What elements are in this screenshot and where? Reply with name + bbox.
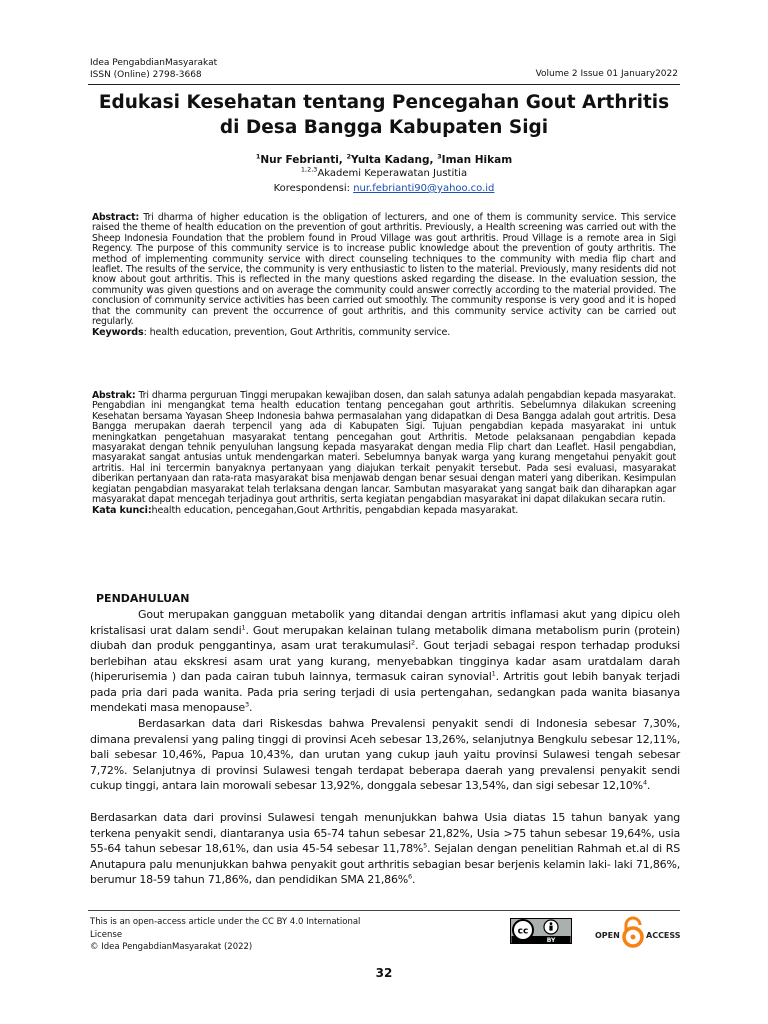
abstract-id-body (92, 391, 676, 505)
svg-text:cc: cc (517, 926, 529, 937)
abstract-id-text: Tri dharma perguruan Tinggi merupakan kewajiban dosen, dan salah satunya adalah pengabdian kepada masyarakat. Pengabdian ini mengangkat tema health education tentang pencegahan gout arthritis. Sebelumnya dilakukan screening Kesehatan bersama Yayasan Sheep Indonesia bahwa permasalahan yang didapatkan di Desa Bangga adalah gout artritis. Desa Bangga merupakan daerah terpencil yang ada di Kabupaten Sigi. Tujuan pengabdian kepada masyarakat ini untuk meningkatkan pengetahuan masyarakat tentang pencegahan gout Arthritis. Metode pelaksanaan pengabdian kepada masyarakat dengan tehnik penyuluhan langsung kepada masyarakat dengan media Flip chart dan Leaflet. Hasil pengabdian, masyarakat sangat antusias untuk mendengarkan materi. Sebelumnya banyak warga yang kurang mengetahui penyakit gout artritis. Hal ini tercermin banyaknya pertanyaan yang diajukan terkait penyakit tersebut. Pada sesi evaluasi, masyarakat diberikan pertanyaan dan rata-rata masyarakat bisa menjawab dengan benar sesuai dengan materi yang diberikan. Kesimpulan kegiatan pengabdian masyarakat telah terlaksana dengan lancar. Sambutan masyarakat yang sangat baik dan diharapkan agar masyarakat dapat mencegah terjadinya gout arthritis, serta kegiatan pengabdian masyarakat ini dapat dilakukan secara rutin. (92, 390, 676, 506)
abstract-id-label: Abstrak: (92, 390, 136, 401)
citation-sup: 6 (408, 872, 412, 881)
cc-by-license-icon[interactable] (510, 918, 572, 944)
abstract-en-label: Abstract: (92, 212, 140, 223)
correspondence-email-link[interactable]: nur.febrianti90@yahoo.co.id (353, 183, 495, 194)
p2-text-a: Berdasarkan data dari Riskesdas bahwa Prevalensi penyakit sendi di Indonesia sebesar 7,30%, dimana prevalensi yang paling tinggi di provinsi Aceh sebesar 13,26%, selanjutnya Bengkulu sebesar 12,11%, bali sebesar 10,46%, Papua 10,43%, dan urutan yang cukup jauh yaitu provinsi Sulawesi tengah sebesar 7,72%. Selanjutnya di provinsi Sulawesi tengah terdapat beberapa daerah yang prevalensi penyakit sendi cukup tinggi, antara lain morowali sebesar 13,92%, donggala sebesar 13,54%, dan sigi sebesar 12,10% (90, 717, 680, 792)
p2-text-b: . (646, 779, 651, 792)
affiliation-text: Akademi Keperawatan Justitia (317, 168, 468, 179)
correspondence-label: Korespondensi: (273, 183, 354, 194)
citation-sup: 5 (423, 841, 428, 850)
abstract-en-body (92, 213, 676, 327)
paragraph-2 (90, 716, 680, 794)
license-line-1: This is an open-access article under the CC BY 4.0 International (90, 917, 361, 927)
license-line-2: License (90, 929, 123, 940)
copyright-line: © Idea PengabdianMasyarakat (2022) (90, 942, 253, 952)
p1-text-a: Gout merupakan gangguan metabolik yang ditandai dengan artritis inflamasi akut yang dipicu oleh kristalisasi urat dalam sendi (90, 608, 680, 637)
page-number: 32 (375, 966, 393, 980)
journal-header (90, 57, 217, 81)
abstract-indonesian (92, 391, 676, 517)
keywords-id (92, 506, 676, 516)
citation-sup: 3 (245, 700, 249, 709)
paragraph-1 (90, 607, 680, 716)
footer-divider (88, 910, 680, 911)
title-line-2: di Desa Bangga Kabupaten Sigi (219, 117, 549, 138)
p1-text-d: . Artritis gout lebih banyak terjadi pada pria dari pada wanita. Pada pria sering terjadi di usia pertengahan, sedangkan pada wanita biasanya mendekati masa menopause (90, 670, 680, 714)
author-1: Nur Febrianti, (260, 154, 347, 166)
header-divider (88, 84, 680, 85)
correspondence (88, 183, 680, 194)
author-3: Iman Hikam (441, 154, 513, 166)
p3-text-a: Berdasarkan data dari provinsi Sulawesi tengah menunjukkan bahwa Usia diatas 15 tahun banyak yang terkena penyakit sendi, diantaranya usia 65-74 tahun sebesar 21,82%, Usia >75 tahun sebesar 19,64%, usia 55-64 tahun sebesar 18,61%, dan usia 45-54 sebesar 11,78% (90, 811, 680, 855)
paper-title (88, 90, 680, 140)
open-access-left-label: OPEN (595, 931, 620, 940)
citation-sup: 4 (642, 778, 647, 787)
abstract-en-text: Tri dharma of higher education is the obligation of lecturers, and one of them is community service. This service raised the theme of health education on the prevention of gout arthritis. Previously, a Health screening was carried out with the Sheep Indonesia Foundation that the problem found in Proud Village was gout arthritis. Proud Village is a remote area in Sigi Regency. The purpose of this community service is to increase public knowledge about the prevention of gouty arthritis. The method of implementing community service with direct counseling techniques to the community with media flip chart and leaflet. The results of the service, the community is very enthusiastic to listen to the material. Previously, many residents did not know about gout arthritis. This is reflected in the many questions asked regarding the disease. In the evaluation session, the community was given questions and on average the community could answer correctly according to the material provided. The conclusion of community service activities has been carried out smoothly. The community response is very good and it is hoped that the community can prevent the occurrence of gout arthritis, and this community service activity can be carried out regularly. (92, 212, 676, 328)
title-line-1: Edukasi Kesehatan tentang Pencegahan Gout Arthritis (98, 92, 670, 113)
author-2-sup: 2 (346, 152, 351, 161)
open-access-icon (595, 916, 685, 948)
journal-issn: ISSN (Online) 2798-3668 (90, 70, 202, 80)
citation-sup: 1 (241, 622, 246, 631)
p1-text-b: . Gout merupakan kelainan tulang metabolik dimana metabolism purin (protein) diubah dan produk penggantinya, asam urat terakumulasi (90, 623, 680, 652)
author-1-sup: 1 (255, 152, 261, 161)
citation-sup: 2 (411, 638, 415, 647)
open-access-right-label: ACCESS (646, 931, 681, 940)
p3-text-c: . (411, 873, 416, 886)
author-list (88, 154, 680, 166)
citation-sup: 1 (491, 669, 496, 678)
affiliation-sup: 1,2,3 (300, 165, 318, 174)
keywords-en (92, 328, 676, 338)
p3-text-b: . Sejalan dengan penelitian Rahmah et.al di RS Anutapura palu menunjukkan bahwa penyakit gout arthritis sebagian besar berjenis kelamin laki- laki 71,86%, berumur 18-59 tahun 71,86%, dan pendidikan SMA 21,86% (90, 842, 680, 886)
keywords-en-label: Keywords (92, 327, 144, 339)
volume-info: Volume 2 Issue 01 January2022 (535, 69, 678, 79)
abstract-english (92, 213, 676, 339)
cc-by-label: BY (546, 937, 556, 944)
paragraph-3 (90, 810, 680, 888)
author-3-sup: 3 (437, 152, 442, 161)
license-footer (90, 916, 390, 954)
section-heading: PENDAHULUAN (96, 592, 190, 605)
keywords-id-label: Kata kunci: (92, 505, 152, 517)
p1-text-c: . Gout terjadi sebagai respon terhadap produksi berlebihan atau ekskresi asam urat yang kurang, menyebabkan tingginya kadar asam uratdalam darah (hiperurisemia ) dan pada cairan tubuh lainnya, termasuk cairan synovial (90, 639, 680, 683)
keywords-id-text: health education, pencegahan,Gout Arthritis, pengabdian kepada masyarakat. (151, 505, 519, 517)
keywords-en-text: : health education, prevention, Gout Arthritis, community service. (143, 327, 451, 339)
journal-name: Idea PengabdianMasyarakat (90, 58, 218, 68)
p1-text-e: . (248, 701, 253, 714)
affiliation (88, 165, 680, 179)
author-2: Yulta Kadang, (351, 154, 438, 166)
